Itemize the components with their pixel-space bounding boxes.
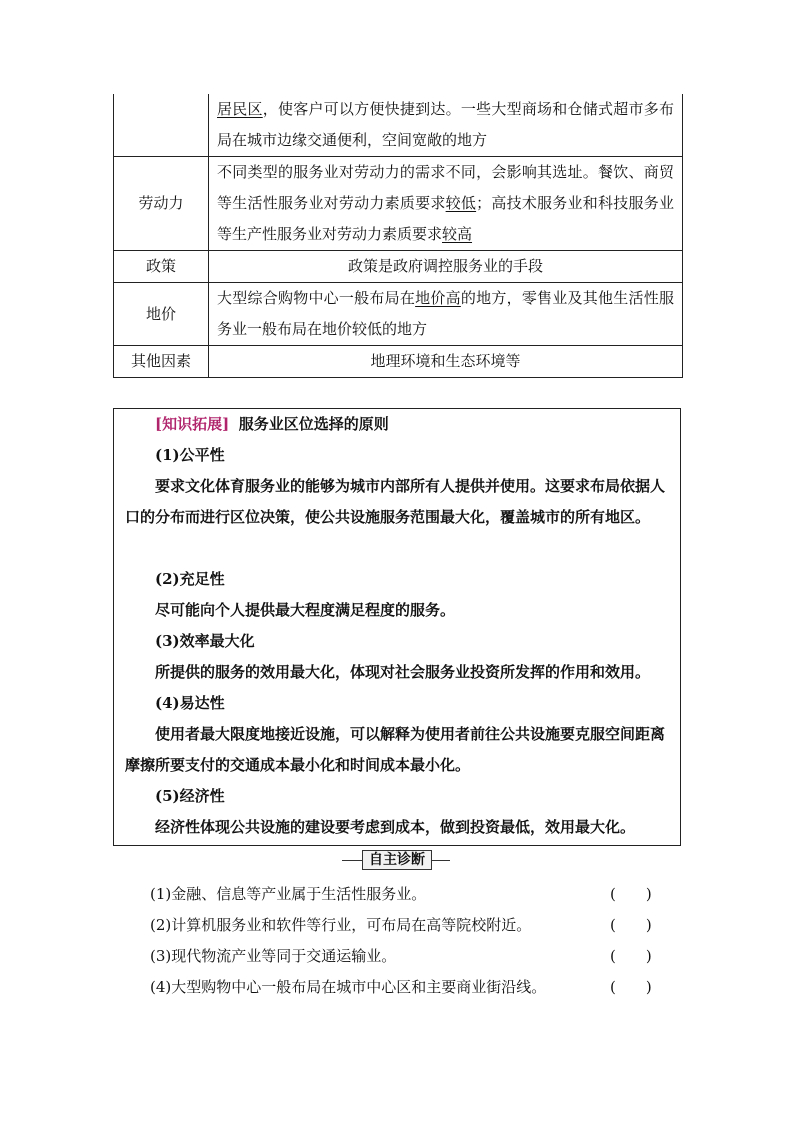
table-row (114, 94, 683, 157)
section-heading: (1)公平性 (155, 446, 225, 464)
knowledge-tag: [知识拓展] (155, 415, 230, 433)
section-heading: (2)充足性 (155, 570, 225, 588)
table-row (114, 157, 683, 251)
knowledge-extension-box (113, 408, 681, 846)
section-body: 尽可能向个人提供最大程度满足程度的服务。 (155, 601, 456, 619)
desc-cell (209, 94, 683, 157)
table-row (114, 251, 683, 283)
self-diagnosis-banner (342, 850, 450, 870)
table-row (114, 346, 683, 378)
desc-cell: 政策是政府调控服务业的手段 (209, 251, 683, 283)
factor-cell: 其他因素 (114, 346, 209, 378)
section-body: 经济性体现公共设施的建设要考虑到成本，做到投资最低，效用最大化。 (155, 818, 636, 836)
table-row (114, 283, 683, 346)
knowledge-title: 服务业区位选择的原则 (238, 415, 389, 433)
banner-rule-left (342, 860, 362, 861)
answer-paren: ( ) (610, 916, 652, 934)
answer-paren: ( ) (610, 885, 652, 903)
banner-label: 自主诊断 (362, 850, 432, 870)
section-heading: (3)效率最大化 (155, 632, 255, 650)
desc-cell: 地理环境和生态环境等 (209, 346, 683, 378)
desc-cell: 不同类型的服务业对劳动力的需求不同，会影响其选址。餐饮、商贸等生活性服务业对劳动力素质要求较低；高技术服务业和科技服务业等生产性服务业对劳动力素质要求较高 (209, 157, 683, 251)
section-body: 要求文化体育服务业的能够为城市内部所有人提供并使用。这要求布局依据人口的分布而进行区位决策，使公共设施服务范围最大化，覆盖城市的所有地区。 (125, 477, 666, 526)
location-factor-table (113, 94, 683, 378)
question-text: (3)现代物流产业等同于交通运输业。 (150, 947, 397, 965)
section-body: 所提供的服务的效用最大化，体现对社会服务业投资所发挥的作用和效用。 (155, 663, 651, 681)
banner-rule-right (432, 860, 450, 861)
factor-cell: 政策 (114, 251, 209, 283)
section-heading: (4)易达性 (155, 694, 225, 712)
answer-paren: ( ) (610, 978, 652, 996)
desc-cell: 大型综合购物中心一般布局在地价高的地方，零售业及其他生活性服务业一般布局在地价较低的地方 (209, 283, 683, 346)
knowledge-title-line (125, 409, 673, 440)
factor-cell (114, 94, 209, 157)
factor-cell: 劳动力 (114, 157, 209, 251)
question-text: (4)大型购物中心一般布局在城市中心区和主要商业街沿线。 (150, 978, 547, 996)
section-heading: (5)经济性 (155, 787, 225, 805)
desc-text: 居民区，使客户可以方便快捷到达。一些大型商场和仓储式超市多布局在城市边缘交通便利，空间宽敞的地方 (217, 100, 674, 149)
question-text: (2)计算机服务业和软件等行业，可布局在高等院校附近。 (150, 916, 532, 934)
factor-cell: 地价 (114, 283, 209, 346)
section-body: 使用者最大限度地接近设施，可以解释为使用者前往公共设施要克服空间距离摩擦所要支付的交通成本最小化和时间成本最小化。 (125, 725, 666, 774)
answer-paren: ( ) (610, 947, 652, 965)
question-text: (1)金融、信息等产业属于生活性服务业。 (150, 885, 427, 903)
